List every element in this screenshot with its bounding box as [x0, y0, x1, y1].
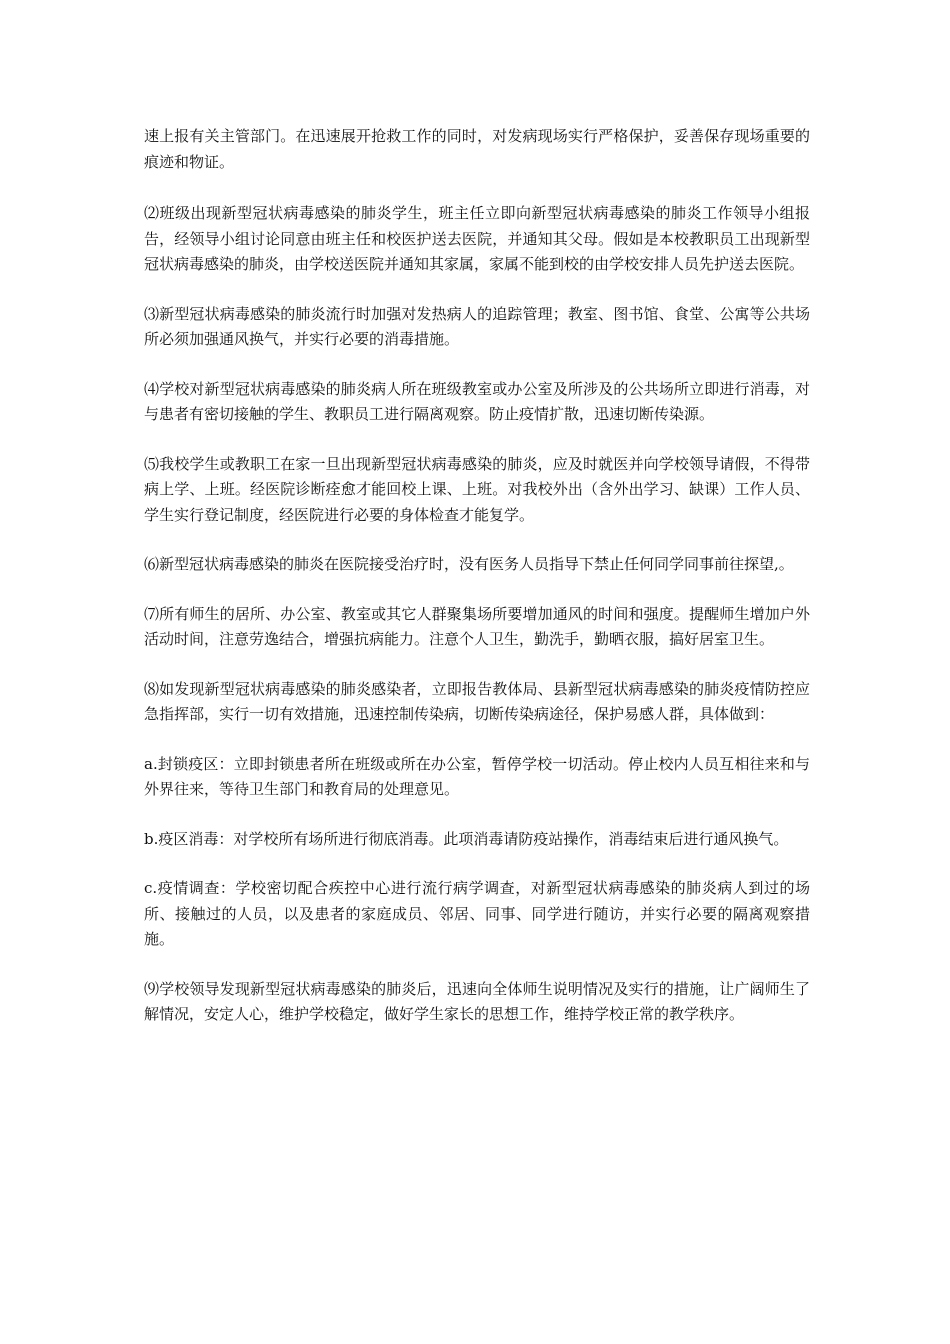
- paragraph-subitem-b: b.疫区消毒：对学校所有场所进行彻底消毒。此项消毒请防疫站操作，消毒结束后进行通风换气。: [144, 829, 789, 848]
- paragraph-intro: 速上报有关主管部门。在迅速展开抢救工作的同时，对发病现场实行严格保护，妥善保存现场重要的痕迹和物证。: [144, 127, 810, 171]
- paragraph-item-4: ⑷学校对新型冠状病毒感染的肺炎病人所在班级教室或办公室及所涉及的公共场所立即进行消毒，对与患者有密切接触的学生、教职员工进行隔离观察。防止疫情扩散，迅速切断传染源。: [144, 379, 810, 423]
- document-body: [144, 124, 810, 1052]
- paragraph-item-5: ⑸我校学生或教职工在家一旦出现新型冠状病毒感染的肺炎，应及时就医并向学校领导请假，不得带病上学、上班。经医院诊断痊愈才能回校上课、上班。对我校外出（含外出学习、缺课）工作人员、学生实行登记制度，经医院进行必要的身体检查才能复学。: [144, 454, 810, 524]
- paragraph-item-3: ⑶新型冠状病毒感染的肺炎流行时加强对发热病人的追踪管理；教室、图书馆、食堂、公寓等公共场所必须加强通风换气，并实行必要的消毒措施。: [144, 304, 810, 348]
- paragraph-item-2: ⑵班级出现新型冠状病毒感染的肺炎学生，班主任立即向新型冠状病毒感染的肺炎工作领导小组报告，经领导小组讨论同意由班主任和校医护送去医院，并通知其父母。假如是本校教职员工出现新型冠状病毒感染的肺炎，由学校送医院并通知其家属，家属不能到校的由学校安排人员先护送去医院。: [144, 204, 810, 273]
- paragraph-subitem-a: a.封锁疫区：立即封锁患者所在班级或所在办公室，暂停学校一切活动。停止校内人员互相往来和与外界往来，等待卫生部门和教育局的处理意见。: [144, 754, 810, 798]
- paragraph-item-8: ⑻如发现新型冠状病毒感染的肺炎感染者，立即报告教体局、县新型冠状病毒感染的肺炎疫情防控应急指挥部，实行一切有效措施，迅速控制传染病，切断传染病途径，保护易感人群，具体做到：: [144, 679, 810, 723]
- paragraph-item-7: ⑺所有师生的居所、办公室、教室或其它人群聚集场所要增加通风的时间和强度。提醒师生增加户外活动时间，注意劳逸结合，增强抗病能力。注意个人卫生，勤洗手，勤晒衣服，搞好居室卫生。: [144, 604, 810, 648]
- paragraph-item-6: ⑹新型冠状病毒感染的肺炎在医院接受治疗时，没有医务人员指导下禁止任何同学同事前往探望,。: [144, 555, 794, 573]
- paragraph-subitem-c: c.疫情调查：学校密切配合疾控中心进行流行病学调查，对新型冠状病毒感染的肺炎病人到过的场所、接触过的人员，以及患者的家庭成员、邻居、同事、同学进行随访，并实行必要的隔离观察措施。: [144, 879, 810, 948]
- paragraph-item-9: ⑼学校领导发现新型冠状病毒感染的肺炎后，迅速向全体师生说明情况及实行的措施，让广阔师生了解情况，安定人心，维护学校稳定，做好学生家长的思想工作，维持学校正常的教学秩序。: [144, 979, 810, 1023]
